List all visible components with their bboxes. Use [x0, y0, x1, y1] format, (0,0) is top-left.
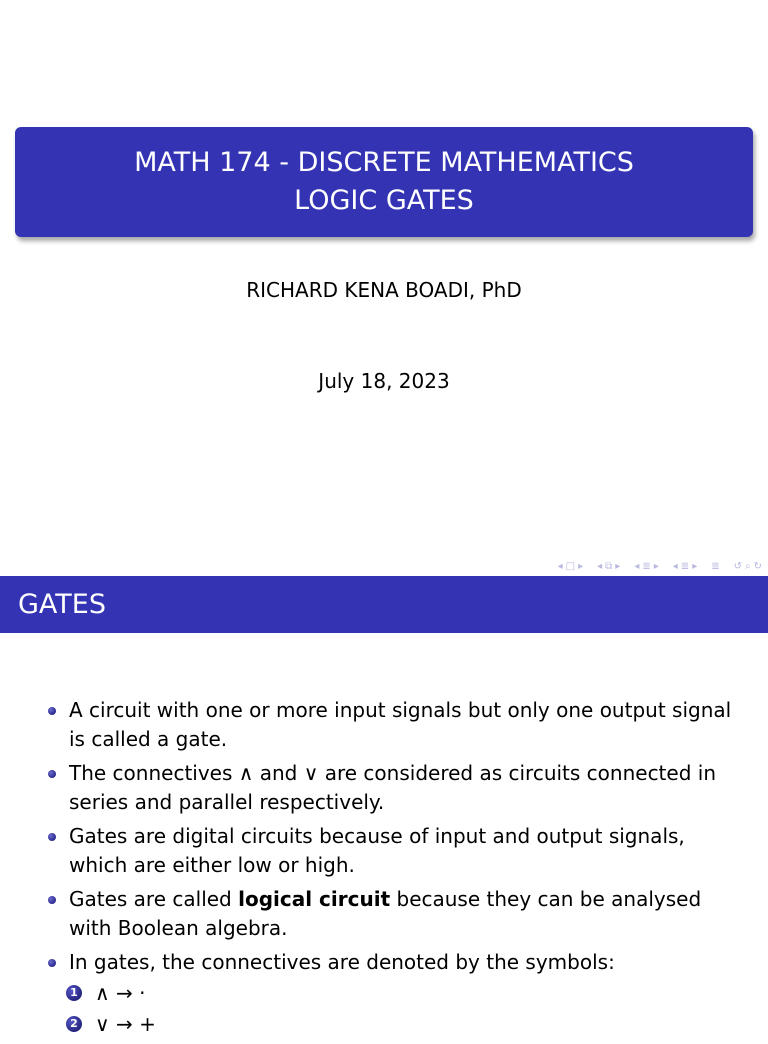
nav-document-group[interactable] [673, 560, 697, 574]
subsection-icon[interactable]: ⧉ [605, 561, 613, 572]
nav-left-arrow-icon[interactable]: ◂ [597, 561, 603, 572]
section-icon[interactable]: ≣ [642, 561, 651, 572]
list-item [48, 696, 748, 754]
bullet-icon [48, 833, 56, 841]
bullet-text-prefix: Gates are called [69, 887, 239, 911]
bullet-icon [48, 770, 56, 778]
nav-right-arrow-icon[interactable]: ▸ [578, 561, 584, 572]
nav-left-arrow-icon[interactable]: ◂ [557, 561, 563, 572]
nav-right-arrow-icon[interactable]: ▸ [653, 561, 659, 572]
title-block [15, 127, 753, 237]
document-icon[interactable]: ≣ [680, 561, 690, 572]
nav-search-group[interactable] [734, 560, 762, 574]
author-name: RICHARD KENA BOADI, PhD [246, 278, 522, 302]
list-item [48, 822, 748, 880]
beamer-navigation-bar [558, 560, 762, 574]
list-item [48, 885, 748, 943]
gates-slide [0, 576, 768, 1036]
bullet-text: Gates are digital circuits because of input and output signals, which are either low or high. [69, 824, 685, 877]
bullet-text: In gates, the connectives are denoted by the symbols: [69, 950, 615, 974]
bullet-text: The connectives ∧ and ∨ are considered as circuits connected in series and parallel respectively. [69, 761, 716, 814]
frame-title: GATES [0, 576, 768, 633]
bullet-list [48, 696, 748, 1044]
search-icon[interactable]: ⌕ [745, 561, 751, 572]
number-badge-icon: 2 [66, 1016, 82, 1032]
nav-section-group[interactable] [634, 560, 658, 574]
nav-subsection-group[interactable] [597, 560, 620, 574]
number-badge-icon: 1 [66, 985, 82, 1001]
list-item [48, 759, 748, 817]
forward-icon[interactable]: ↻ [753, 561, 762, 572]
presentation-title-line1: MATH 174 - DISCRETE MATHEMATICS [134, 147, 634, 178]
nav-left-arrow-icon[interactable]: ◂ [634, 561, 640, 572]
bullet-icon [48, 707, 56, 715]
bold-term: logical circuit [238, 887, 391, 911]
symbol-text: ∧ → · [95, 981, 146, 1005]
bullet-text-suffix: because they can be analysed with Boolean algebra. [69, 887, 702, 940]
bullet-icon [48, 959, 56, 967]
symbol-item [69, 1010, 748, 1039]
frame-icon[interactable]: □ [565, 561, 576, 572]
nav-right-arrow-icon[interactable]: ▸ [692, 561, 698, 572]
symbol-list [69, 979, 748, 1039]
nav-left-arrow-icon[interactable]: ◂ [672, 561, 678, 572]
nav-frame-group[interactable] [558, 560, 584, 574]
appendix-icon[interactable]: ≣ [711, 561, 720, 572]
presentation-title-line2: LOGIC GATES [294, 185, 474, 216]
bullet-text: A circuit with one or more input signals but only one output signal is called a gate. [69, 698, 732, 751]
symbol-text: ∨ → + [95, 1012, 156, 1036]
back-icon[interactable]: ↺ [733, 561, 742, 572]
presentation-date: July 18, 2023 [318, 369, 450, 393]
nav-appendix-group[interactable] [711, 560, 719, 574]
list-item [48, 948, 748, 1039]
nav-right-arrow-icon[interactable]: ▸ [615, 561, 621, 572]
bullet-icon [48, 896, 56, 904]
symbol-item [69, 979, 748, 1008]
